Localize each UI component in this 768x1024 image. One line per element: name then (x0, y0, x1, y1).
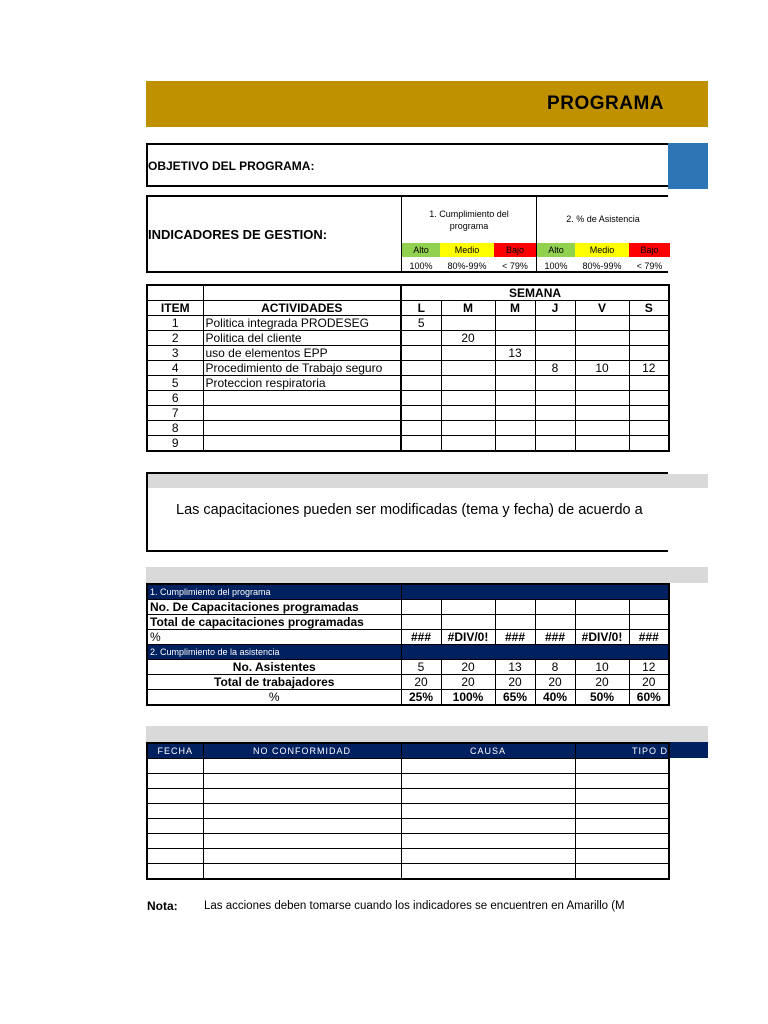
activity-name (203, 421, 401, 436)
day-value (441, 421, 495, 436)
day-value (495, 331, 535, 346)
day-value (575, 376, 629, 391)
schedule-row (147, 331, 669, 346)
day-value (495, 391, 535, 406)
nc-table (146, 742, 670, 880)
section-1-title: 1. Cumplimiento del programa (147, 584, 401, 600)
notice-strip (148, 474, 708, 488)
nc-strip (146, 726, 708, 742)
item-number: 5 (147, 376, 203, 391)
schedule-row (147, 346, 669, 361)
day-value (495, 361, 535, 376)
pct-2-value: 60% (629, 690, 669, 706)
activity-name (203, 391, 401, 406)
objetivo-label: OBJETIVO DEL PROGRAMA: (148, 159, 315, 173)
level-medio: Medio (440, 243, 494, 257)
day-value (441, 406, 495, 421)
day-value (401, 436, 441, 452)
day-value (535, 391, 575, 406)
day-header: V (575, 301, 629, 316)
day-value (575, 436, 629, 452)
day-value (629, 346, 669, 361)
pct-2-label: % (147, 690, 401, 706)
total-programadas-label: Total de capacitaciones programadas (147, 615, 401, 630)
nc-row (147, 819, 669, 834)
pct-1-value: #DIV/0! (575, 630, 629, 645)
pct-1-value: ### (401, 630, 441, 645)
item-number: 4 (147, 361, 203, 376)
day-value (401, 391, 441, 406)
day-value (629, 421, 669, 436)
activity-name (203, 436, 401, 452)
asistentes-value: 12 (629, 660, 669, 675)
asistentes-value: 20 (441, 660, 495, 675)
activity-name (203, 406, 401, 421)
pct-2-value: 40% (535, 690, 575, 706)
day-value (401, 406, 441, 421)
level-alto: Alto (537, 243, 575, 257)
day-value (401, 376, 441, 391)
day-value (575, 406, 629, 421)
indicator-1-title: 1. Cumplimiento del programa (429, 209, 509, 231)
day-value (629, 331, 669, 346)
day-value (401, 421, 441, 436)
trabajadores-value: 20 (495, 675, 535, 690)
day-value (575, 346, 629, 361)
notice-text: Las capacitaciones pueden ser modificadas (tema y fecha) de acuerdo a (176, 502, 643, 518)
schedule-row (147, 391, 669, 406)
asistentes-value: 5 (401, 660, 441, 675)
nc-row (147, 864, 669, 880)
day-value (495, 406, 535, 421)
indicadores-box (146, 195, 668, 273)
day-value: 12 (629, 361, 669, 376)
day-value (575, 391, 629, 406)
schedule-row (147, 316, 669, 331)
asistentes-value: 8 (535, 660, 575, 675)
day-value (441, 316, 495, 331)
day-value (535, 331, 575, 346)
day-value: 5 (401, 316, 441, 331)
metrics-strip (146, 567, 708, 583)
level-medio: Medio (575, 243, 629, 257)
day-header: M (441, 301, 495, 316)
page-title: PROGRAMA (547, 93, 664, 114)
trabajadores-value: 20 (441, 675, 495, 690)
item-number: 7 (147, 406, 203, 421)
day-value (495, 376, 535, 391)
nc-row (147, 849, 669, 864)
asistentes-value: 13 (495, 660, 535, 675)
section-2-title: 2. Cumplimiento de la asistencia (147, 645, 401, 660)
item-number: 2 (147, 331, 203, 346)
note-text: Las acciones deben tomarse cuando los indicadores se encuentren en Amarillo (M (204, 900, 625, 912)
day-value (495, 421, 535, 436)
level-alto: Alto (402, 243, 440, 257)
pct-2-value: 50% (575, 690, 629, 706)
range-medio: 80%-99% (582, 261, 622, 271)
day-value (535, 436, 575, 452)
nc-header-causa: CAUSA (401, 743, 575, 759)
day-value (441, 361, 495, 376)
pct-1-value: ### (495, 630, 535, 645)
day-header: J (535, 301, 575, 316)
day-value: 8 (535, 361, 575, 376)
metrics-table (146, 583, 670, 706)
day-value (629, 436, 669, 452)
nc-header-tipo: TIPO D (575, 743, 669, 759)
pct-1-value: ### (535, 630, 575, 645)
item-number: 8 (147, 421, 203, 436)
item-number: 1 (147, 316, 203, 331)
item-number: 9 (147, 436, 203, 452)
schedule-row (147, 406, 669, 421)
item-number: 3 (147, 346, 203, 361)
day-value (535, 346, 575, 361)
day-value (401, 361, 441, 376)
pct-1-value: ### (629, 630, 669, 645)
day-value (441, 391, 495, 406)
asistentes-value: 10 (575, 660, 629, 675)
item-header: ITEM (147, 301, 203, 316)
day-header: M (495, 301, 535, 316)
day-value (629, 376, 669, 391)
pct-1-label: % (147, 630, 401, 645)
schedule-row (147, 421, 669, 436)
day-value (575, 316, 629, 331)
day-value: 10 (575, 361, 629, 376)
day-value (535, 376, 575, 391)
objetivo-box (146, 143, 668, 187)
day-value (495, 436, 535, 452)
range-alto: 100% (544, 261, 568, 271)
nc-row (147, 789, 669, 804)
activity-name: uso de elementos EPP (203, 346, 401, 361)
item-number: 6 (147, 391, 203, 406)
nc-row (147, 759, 669, 774)
pct-2-value: 65% (495, 690, 535, 706)
range-bajo: < 79% (502, 261, 528, 271)
day-value (575, 331, 629, 346)
schedule-row (147, 376, 669, 391)
note-label: Nota: (147, 899, 178, 913)
schedule-row (147, 361, 669, 376)
day-value (441, 376, 495, 391)
day-value (441, 436, 495, 452)
day-value (535, 316, 575, 331)
day-header: L (401, 301, 441, 316)
pct-1-value: #DIV/0! (441, 630, 495, 645)
actividades-header: ACTIVIDADES (203, 301, 401, 316)
asistentes-label: No. Asistentes (147, 660, 401, 675)
day-value (401, 346, 441, 361)
semana-header: SEMANA (401, 285, 669, 301)
day-value (535, 406, 575, 421)
trabajadores-value: 20 (401, 675, 441, 690)
schedule-row (147, 436, 669, 452)
indicator-2-title: 2. % de Asistencia (566, 214, 640, 224)
range-bajo: < 79% (636, 261, 663, 271)
day-value (629, 316, 669, 331)
nc-row (147, 834, 669, 849)
activity-name: Politica del cliente (203, 331, 401, 346)
indicadores-label: INDICADORES DE GESTION: (148, 227, 328, 242)
day-value: 20 (441, 331, 495, 346)
range-alto: 100% (409, 261, 433, 271)
day-value (629, 406, 669, 421)
schedule-table (146, 284, 670, 452)
day-value (575, 421, 629, 436)
trabajadores-value: 20 (575, 675, 629, 690)
day-value (495, 316, 535, 331)
level-bajo: Bajo (629, 243, 670, 257)
nc-header-conformidad: NO CONFORMIDAD (203, 743, 401, 759)
activity-name: Politica integrada PRODESEG (203, 316, 401, 331)
pct-2-value: 100% (441, 690, 495, 706)
trabajadores-value: 20 (535, 675, 575, 690)
day-value (401, 331, 441, 346)
pct-2-value: 25% (401, 690, 441, 706)
no-programadas-label: No. De Capacitaciones programadas (147, 600, 401, 615)
title-bar (146, 81, 708, 127)
nc-row (147, 804, 669, 819)
range-medio: 80%-99% (447, 261, 487, 271)
trabajadores-value: 20 (629, 675, 669, 690)
nc-header-fecha: FECHA (147, 743, 203, 759)
day-value (441, 346, 495, 361)
objetivo-fill (668, 143, 708, 189)
day-value: 13 (495, 346, 535, 361)
day-value (535, 421, 575, 436)
day-value (629, 391, 669, 406)
activity-name: Proteccion respiratoria (203, 376, 401, 391)
nc-row (147, 774, 669, 789)
day-header: S (629, 301, 669, 316)
level-bajo: Bajo (494, 243, 536, 257)
activity-name: Procedimiento de Trabajo seguro (203, 361, 401, 376)
trabajadores-label: Total de trabajadores (147, 675, 401, 690)
